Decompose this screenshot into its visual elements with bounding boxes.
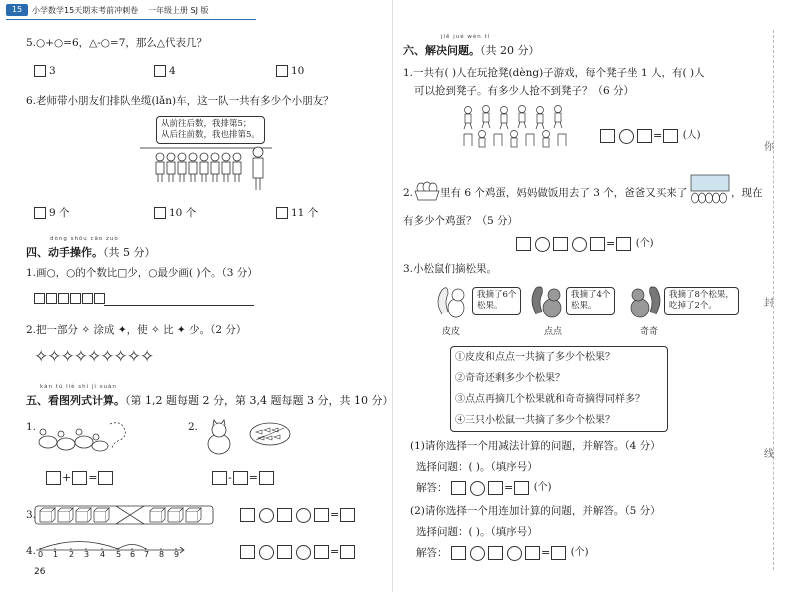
q6-option-a[interactable]: 9 个 [34, 206, 70, 220]
squirrel-diandian-bubble: 我摘了4个 松果。 [566, 287, 615, 315]
sec5-q4-expression[interactable]: = [240, 544, 355, 560]
page-divider [392, 0, 393, 592]
r-q1-children-chairs-illustration [460, 104, 572, 152]
sec5-q4-number: 4. [26, 545, 37, 557]
page-number: 26 [34, 567, 46, 577]
sec4-pinyin: dòng shǒu cāo zuò [50, 236, 119, 242]
answer-box[interactable] [212, 471, 227, 485]
binding-char-2: 封 [764, 298, 774, 309]
sec5-q1-number: 1. [26, 421, 37, 433]
square-shape [58, 293, 69, 304]
egg-carton-icon [690, 174, 730, 206]
answer-box[interactable] [516, 237, 531, 251]
answer-box[interactable] [514, 481, 529, 495]
binding-char-1: 你 [764, 142, 774, 153]
answer-box[interactable] [233, 471, 248, 485]
squirrel-pipi-icon [436, 284, 468, 320]
operator-circle[interactable] [296, 508, 311, 523]
squirrel-pipi-name: 皮皮 [442, 327, 461, 337]
squirrel-qiqi-name: 奇奇 [640, 327, 659, 337]
r-q2-unit: (个) [635, 238, 654, 249]
answer-box[interactable] [46, 471, 61, 485]
operator-circle[interactable] [296, 545, 311, 560]
sec5-q3-number: 3. [26, 509, 37, 521]
sec4-q1-squares [34, 293, 105, 304]
answer-box[interactable] [340, 545, 355, 559]
r-q2-line1-text: 里有 6 个鸡蛋，妈妈做饭用去了 3 个，爸爸又买来了 [440, 187, 688, 199]
operator-circle[interactable] [572, 237, 587, 252]
answer-box[interactable] [488, 481, 503, 495]
sec5-pinyin: kàn tú liè shì jì suàn [40, 384, 117, 390]
sec4-q1-answer-line[interactable] [104, 305, 254, 306]
checkbox[interactable] [276, 65, 288, 77]
r-q3-part2: (2)请你选择一个用连加计算的问题，并解答。（5 分） [410, 505, 661, 517]
r-q3-answer2[interactable]: 解答： = (个) [416, 546, 589, 559]
sec5-q2-number: 2. [188, 421, 199, 433]
answer-box[interactable] [616, 237, 631, 251]
sec6-pinyin: jiě jué wèn tí [441, 34, 491, 40]
answer-box[interactable] [314, 508, 329, 522]
r-q1-expression[interactable]: = (人) [600, 128, 702, 144]
answer-box[interactable] [590, 237, 605, 251]
answer-box[interactable] [451, 481, 466, 495]
answer-box[interactable] [637, 129, 652, 143]
r-q3-unit-2: (个) [570, 547, 589, 558]
r-q3-choose2[interactable]: 选择问题：( )。（填序号） [416, 526, 538, 538]
squirrel-diandian-icon [530, 284, 566, 320]
operator-circle[interactable] [535, 237, 550, 252]
header-grade: 一年级上册 SJ 版 [148, 6, 209, 15]
r-q3-unit-1: (个) [533, 482, 552, 493]
r-q3-part1: (1)请你选择一个用减法计算的问题，并解答。（4 分） [410, 440, 661, 452]
r-q3-text: 3.小松鼠们摘松果。 [403, 263, 498, 275]
checkbox[interactable] [276, 207, 288, 219]
answer-box[interactable] [314, 545, 329, 559]
answer-box[interactable] [277, 508, 292, 522]
r-q2-expression[interactable]: = (个) [516, 236, 655, 252]
operator-circle[interactable] [259, 545, 274, 560]
header-logo: 15 [6, 4, 28, 16]
q6-option-b[interactable]: 10 个 [154, 206, 196, 220]
checkbox[interactable] [34, 65, 46, 77]
r-q2-line2: 有多少个鸡蛋？（5 分） [403, 215, 519, 227]
q6-speech-bubble: 从前往后数，我排第5； 从后往前数，我也排第5。 [156, 116, 265, 144]
squirrel-qiqi-icon [626, 284, 662, 320]
question-1: ①皮皮和点点一共摘了多少个松果？ [455, 352, 615, 363]
sec4-title: 四、动手操作。（共 5 分） [26, 246, 156, 259]
operator-circle[interactable] [619, 129, 634, 144]
answer-box[interactable] [340, 508, 355, 522]
answer-box[interactable] [663, 129, 678, 143]
sec5-q2-expression[interactable]: - = [212, 470, 274, 486]
squirrel-pipi-bubble: 我摘了6个 松果。 [472, 287, 521, 315]
operator-circle[interactable] [470, 481, 485, 496]
sec6-title: 六、解决问题。（共 20 分） [403, 44, 540, 57]
sec5-q3-cubes-illustration [34, 504, 214, 526]
question-3: ③点点再摘几个松果就和奇奇摘得同样多？ [455, 394, 645, 405]
operator-circle[interactable] [259, 508, 274, 523]
sec5-q4-tick-labels: 0 1 2 3 4 5 6 7 8 9 [38, 550, 180, 559]
answer-box[interactable] [98, 471, 113, 485]
answer-box[interactable] [72, 471, 87, 485]
sec4-q2-text: 2.把一部分 ✧ 涂成 ✦，使 ✧ 比 ✦ 少。（2 分） [26, 324, 247, 336]
q6-text: 6.老师带小朋友们排队坐缆(lǎn)车，这一队一共有多少个小朋友？ [26, 95, 334, 107]
sec4-q2-stars[interactable]: ✧✧✧✧✧✧✧✧✧ [34, 347, 154, 367]
r-q2-line1-suffix: ，现在 [731, 187, 763, 199]
header-book-title: 小学数学15天期末考前冲刺卷 [32, 6, 139, 15]
q5-option-c[interactable]: 10 [276, 64, 304, 78]
sec5-q1-expression[interactable]: + = [46, 470, 113, 486]
r-q3-questions-box [450, 346, 668, 432]
q6-option-c[interactable]: 11 个 [276, 206, 318, 220]
q5-option-a[interactable]: 3 [34, 64, 56, 78]
answer-box[interactable] [525, 546, 540, 560]
sec5-q3-expression[interactable]: = [240, 507, 355, 523]
q6-children-illustration [140, 140, 272, 192]
q5-option-b[interactable]: 4 [154, 64, 176, 78]
sec5-q2-cat-fish-illustration [204, 418, 298, 458]
square-shape [82, 293, 93, 304]
square-shape [94, 293, 105, 304]
r-q1-line2: 可以抢到凳子。有多少人抢不到凳子？（6 分） [414, 85, 635, 97]
operator-circle[interactable] [470, 546, 485, 561]
checkbox[interactable] [154, 207, 166, 219]
operator-circle[interactable] [507, 546, 522, 561]
egg-basket-icon [414, 180, 440, 202]
sec5-q1-geese-illustration [34, 418, 130, 456]
sec4-q1-text: 1.画○，○的个数比□少，○最少画( )个。（3 分） [26, 267, 258, 279]
answer-box[interactable] [488, 546, 503, 560]
answer-box[interactable] [277, 545, 292, 559]
checkbox[interactable] [34, 207, 46, 219]
r-q2-line1-prefix: 2. [403, 187, 414, 199]
r-q1-unit: (人) [682, 130, 701, 141]
question-4: ④三只小松鼠一共摘了多少个松果？ [455, 415, 615, 426]
square-shape [34, 293, 45, 304]
binding-char-3: 线 [764, 449, 774, 460]
squirrel-diandian-name: 点点 [544, 327, 563, 337]
r-q3-choose1[interactable]: 选择问题：( )。（填序号） [416, 461, 538, 473]
question-2: ②奇奇还剩多少个松果？ [455, 373, 565, 384]
answer-box[interactable] [451, 546, 466, 560]
answer-box[interactable] [553, 237, 568, 251]
answer-box[interactable] [240, 545, 255, 559]
answer-box[interactable] [551, 546, 566, 560]
r-q1-line1: 1.一共有( )人在玩抢凳(dèng)子游戏，每个凳子坐 1 人，有( )人 [403, 67, 705, 79]
answer-box[interactable] [600, 129, 615, 143]
checkbox[interactable] [154, 65, 166, 77]
square-shape [46, 293, 57, 304]
sec5-title: 五、看图列式计算。（第 1,2 题每题 2 分，第 3,4 题每题 3 分，共 10 分） [26, 394, 394, 407]
square-shape [70, 293, 81, 304]
squirrel-qiqi-bubble: 我摘了8个松果， 吃掉了2个。 [664, 287, 739, 315]
r-q3-answer1[interactable]: 解答： = (个) [416, 481, 552, 494]
answer-box[interactable] [259, 471, 274, 485]
answer-box[interactable] [240, 508, 255, 522]
q5-text: 5.○+○=6，△-○=7，那么△代表几？ [26, 37, 207, 49]
header-rule [6, 19, 256, 20]
